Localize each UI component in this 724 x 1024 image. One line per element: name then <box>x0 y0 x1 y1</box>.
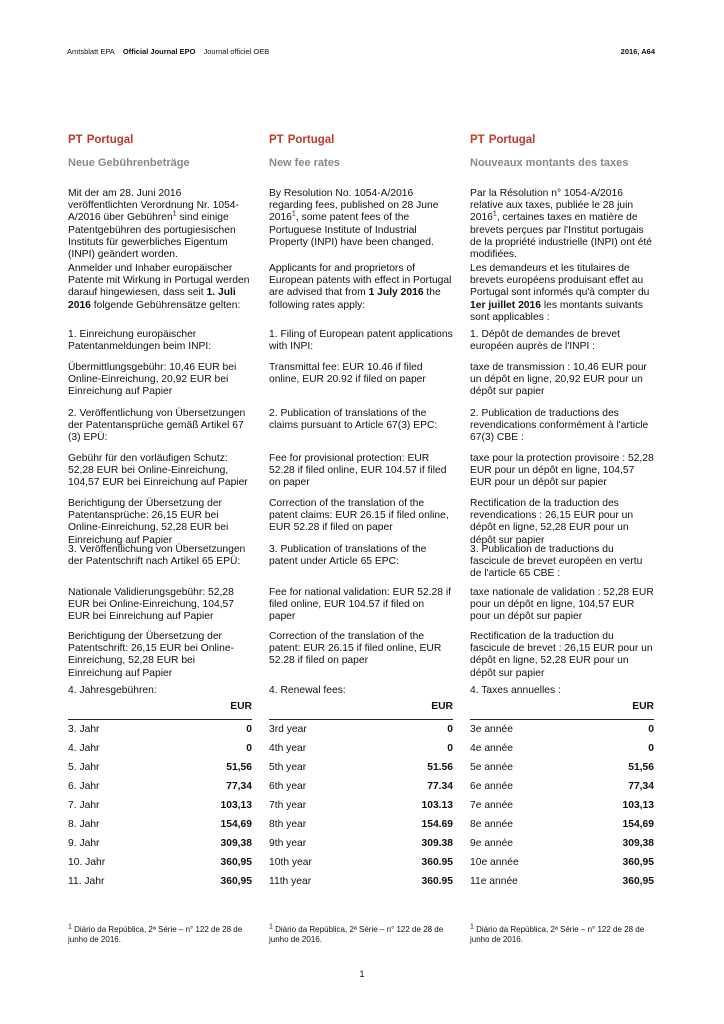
paragraph-p3: 1. Filing of European patent applications with INPI: <box>269 329 453 353</box>
country-name: Portugal <box>488 134 536 146</box>
footnote <box>269 925 453 945</box>
table-row <box>68 720 252 739</box>
header-en: Official Journal EPO <box>122 47 196 56</box>
year-label: 4th year <box>269 743 307 754</box>
table-row <box>68 739 252 758</box>
paragraph-p6: Gebühr für den vorläufigen Schutz: 52,28 EUR bei Online-Einreichung, 104,57 EUR bei Einreichung auf Papier <box>68 453 248 489</box>
table-row <box>68 853 252 872</box>
fee-value: 0 <box>648 743 654 754</box>
year-label: 9. Jahr <box>68 838 100 849</box>
paragraph-p8: 3. Publication of translations of the patent under Article 65 EPC: <box>269 544 427 568</box>
paragraph-p9: Fee for national validation: EUR 52.28 if filed online, EUR 104.57 if filed on paper <box>269 587 452 623</box>
fee-value: 103.13 <box>421 800 453 811</box>
fee-value: 360,95 <box>220 857 252 868</box>
country-code: PT <box>68 134 83 146</box>
table-row <box>269 834 453 853</box>
year-label: 11e année <box>470 876 518 887</box>
table-row <box>470 872 654 891</box>
intro-text-cont: sind einige Patentgebühren des portugiesischen Instituts für gewerbliches Eigentum (INPI) geändert worden. <box>68 212 236 261</box>
paragraph-p5: 2. Publication de traductions des revendications conformément à l'article 67(3) CBE : <box>470 408 649 444</box>
year-label: 6e année <box>470 781 513 792</box>
effective-date: 1er juillet 2016 <box>470 299 541 311</box>
year-label: 7. Jahr <box>68 800 100 811</box>
paragraph-p7: Correction of the translation of the patent claims: EUR 26.15 if filed online, EUR 52.28 if filed on paper <box>269 498 449 534</box>
column-german <box>68 134 252 944</box>
year-label: 10th year <box>269 857 312 868</box>
table-row <box>269 758 453 777</box>
year-label: 10e année <box>470 857 519 868</box>
renewal-fee-table <box>269 701 453 891</box>
notice-text: Les demandeurs et les titulaires de brevets européens produisant effet au Portugal sont informés qu'à compter du <box>470 263 650 299</box>
year-label: 7th year <box>269 800 307 811</box>
footnote-ref: 1 <box>492 210 497 218</box>
year-label: 10. Jahr <box>68 857 106 868</box>
effective-date: 1 July 2016 <box>368 287 424 299</box>
paragraph-notice <box>68 263 252 312</box>
country-heading <box>68 134 252 148</box>
year-label: 9th year <box>269 838 307 849</box>
effective-date: 1. Juli 2016 <box>68 287 236 311</box>
fee-value: 77,34 <box>628 781 654 792</box>
country-code: PT <box>470 134 485 146</box>
table-row <box>269 720 453 739</box>
year-label: 11. Jahr <box>68 876 105 887</box>
fee-value: 360.95 <box>421 876 453 887</box>
country-name: Portugal <box>86 134 134 146</box>
fee-value: 103,13 <box>622 800 654 811</box>
currency-header: EUR <box>470 701 654 720</box>
paragraph-intro <box>470 188 654 261</box>
year-label: 5. Jahr <box>68 762 100 773</box>
currency-header: EUR <box>269 701 453 720</box>
table-row <box>470 739 654 758</box>
table-row <box>269 796 453 815</box>
table-row <box>68 872 252 891</box>
header-de: Amtsblatt EPA <box>67 47 115 56</box>
currency-header: EUR <box>68 701 252 720</box>
fee-value: 0 <box>447 724 453 735</box>
paragraph-p7: Berichtigung der Übersetzung der Patentansprüche: 26,15 EUR bei Online-Einreichung, 52,28 EUR bei Einreichung auf Papier <box>68 498 229 546</box>
column-english <box>269 134 453 944</box>
paragraph-p5: 2. Publication of translations of the claims pursuant to Article 67(3) EPC: <box>269 408 438 432</box>
fee-value: 360,95 <box>220 876 252 887</box>
notice-text: Applicants for and proprietors of European patents with effect in Portugal are advised that from <box>269 263 452 299</box>
fee-value: 309,38 <box>220 838 252 849</box>
paragraph-p8: 3. Veröffentlichung von Übersetzungen der Patentschrift nach Artikel 65 EPÜ: <box>68 544 246 568</box>
footnote-text: Diário da República, 2ª Série – n° 122 de 28 de junho de 2016. <box>68 925 243 944</box>
paragraph-p4: Übermittlungsgebühr: 10,46 EUR bei Online-Einreichung, 20,92 EUR bei Einreichung auf Papier <box>68 362 237 398</box>
renewal-fee-table <box>470 701 654 891</box>
notice-text: Anmelder und Inhaber europäischer Patente mit Wirkung in Portugal werden darauf hingewiesen, dass seit <box>68 263 250 299</box>
page-number: 1 <box>359 969 365 979</box>
fee-value: 360,95 <box>622 857 654 868</box>
paragraph-notice <box>470 263 654 324</box>
paragraph-p11: 4. Taxes annuelles : <box>470 685 561 696</box>
section-subtitle: Neue Gebührenbeträge <box>68 157 190 169</box>
paragraph-p6: Fee for provisional protection: EUR 52.28 if filed online, EUR 104.57 if filed on paper <box>269 453 447 489</box>
paragraph-intro <box>68 188 252 261</box>
table-row <box>269 853 453 872</box>
year-label: 8. Jahr <box>68 819 100 830</box>
table-row <box>470 834 654 853</box>
year-label: 6. Jahr <box>68 781 100 792</box>
section-subtitle: New fee rates <box>269 157 340 169</box>
paragraph-p3: 1. Dépôt de demandes de brevet européen auprès de l'INPI : <box>470 329 620 353</box>
footnote-ref: 1 <box>291 210 296 218</box>
paragraph-p4: Transmittal fee: EUR 10.46 if filed online, EUR 20.92 if filed on paper <box>269 362 426 386</box>
table-row <box>68 777 252 796</box>
paragraph-p5: 2. Veröffentlichung von Übersetzungen der Patentansprüche gemäß Artikel 67 (3) EPÜ: <box>68 408 246 444</box>
year-label: 8e année <box>470 819 513 830</box>
fee-value: 309.38 <box>421 838 453 849</box>
fee-value: 154,69 <box>220 819 252 830</box>
fee-value: 0 <box>246 724 252 735</box>
notice-text-cont: folgende Gebührensätze gelten: <box>90 299 241 311</box>
intro-text: By Resolution No. 1054-A/2016 regarding fees, published on 28 June 2016 <box>269 188 439 224</box>
notice-text-cont: the following rates apply: <box>269 287 441 311</box>
table-row <box>470 720 654 739</box>
table-row <box>470 796 654 815</box>
year-label: 3e année <box>470 724 513 735</box>
paragraph-p10: Berichtigung der Übersetzung der Patentschrift: 26,15 EUR bei Online-Einreichung, 52,28 EUR bei Einreichung auf Papier <box>68 631 234 679</box>
paragraph-p9: Nationale Validierungsgebühr: 52,28 EUR bei Online-Einreichung, 104,57 EUR bei Einreichung auf Papier <box>68 587 234 623</box>
country-heading <box>269 134 453 148</box>
year-label: 9e année <box>470 838 513 849</box>
year-label: 4. Jahr <box>68 743 100 754</box>
year-label: 5th year <box>269 762 307 773</box>
year-label: 4e année <box>470 743 513 754</box>
year-label: 7e année <box>470 800 513 811</box>
paragraph-p9: taxe nationale de validation : 52,28 EUR pour un dépôt en ligne, 104,57 EUR pour un dépôt sur papier <box>470 587 654 623</box>
paragraph-p8: 3. Publication de traductions du fascicule de brevet européen en vertu de l'article 65 CBE : <box>470 544 643 580</box>
renewal-fee-table <box>68 701 252 891</box>
year-label: 5e année <box>470 762 513 773</box>
footnote-ref: 1 <box>172 210 177 218</box>
footnote-text: Diário da República, 2ª Série – n° 122 de 28 de junho de 2016. <box>269 925 444 944</box>
paragraph-p11: 4. Renewal fees: <box>269 685 346 696</box>
table-row <box>470 758 654 777</box>
table-row <box>68 758 252 777</box>
footnote <box>470 925 654 945</box>
fee-value: 77,34 <box>226 781 252 792</box>
table-row <box>269 872 453 891</box>
table-row <box>470 853 654 872</box>
table-row <box>470 815 654 834</box>
footnote-text: Diário da República, 2ª Série – n° 122 de 28 de junho de 2016. <box>470 925 645 944</box>
section-subtitle: Nouveaux montants des taxes <box>470 157 629 169</box>
running-header <box>67 47 275 56</box>
country-code: PT <box>269 134 284 146</box>
fee-value: 51,56 <box>628 762 654 773</box>
table-row <box>68 815 252 834</box>
fee-value: 103,13 <box>220 800 252 811</box>
paragraph-p4: taxe de transmission : 10,46 EUR pour un dépôt en ligne, 20,92 EUR pour un dépôt sur papier <box>470 362 647 398</box>
fee-value: 154.69 <box>421 819 453 830</box>
table-row <box>269 777 453 796</box>
paragraph-p6: taxe pour la protection provisoire : 52,28 EUR pour un dépôt en ligne, 104,57 EUR pour un dépôt sur papier <box>470 453 654 489</box>
paragraph-notice <box>269 263 453 312</box>
year-label: 8th year <box>269 819 307 830</box>
year-label: 11th year <box>269 876 312 887</box>
paragraph-p11: 4. Jahresgebühren: <box>68 685 157 696</box>
year-label: 6th year <box>269 781 307 792</box>
issue-reference: 2016, A64 <box>620 47 655 56</box>
paragraph-intro <box>269 188 453 249</box>
footnote-marker: 1 <box>269 923 273 931</box>
table-row <box>269 739 453 758</box>
column-french <box>470 134 654 944</box>
paragraph-p10: Correction of the translation of the patent: EUR 26.15 if filed online, EUR 52.28 if filed on paper <box>269 631 442 667</box>
fee-value: 309,38 <box>622 838 654 849</box>
intro-text: Par la Résolution n° 1054-A/2016 relative aux taxes, publiée le 28 juin 2016 <box>470 188 634 224</box>
footnote-marker: 1 <box>68 923 72 931</box>
footnote <box>68 925 252 945</box>
footnote-marker: 1 <box>470 923 474 931</box>
fee-value: 0 <box>447 743 453 754</box>
country-name: Portugal <box>287 134 335 146</box>
fee-value: 0 <box>648 724 654 735</box>
table-row <box>68 796 252 815</box>
intro-text: Mit der am 28. Juni 2016 veröffentlichten Verordnung Nr. 1054-A/2016 über Gebühren <box>68 188 239 224</box>
intro-text-cont: , certaines taxes en matière de brevets perçues par l'Institut portugais de la propriété industrielle (INPI) ont été modifiées. <box>470 212 653 261</box>
header-fr: Journal officiel OEB <box>203 47 270 56</box>
table-row <box>470 777 654 796</box>
fee-value: 0 <box>246 743 252 754</box>
fee-value: 360.95 <box>421 857 453 868</box>
fee-value: 77.34 <box>427 781 453 792</box>
paragraph-p3: 1. Einreichung europäischer Patentanmeldungen beim INPI: <box>68 329 212 353</box>
paragraph-p7: Rectification de la traduction des revendications : 26,15 EUR pour un dépôt en ligne, 52,28 EUR pour un dépôt sur papier <box>470 498 634 546</box>
notice-text-cont: les montants suivants sont applicables : <box>470 299 643 323</box>
table-row <box>269 815 453 834</box>
table-row <box>68 834 252 853</box>
fee-value: 360,95 <box>622 876 654 887</box>
paragraph-p10: Rectification de la traduction du fascicule de brevet : 26,15 EUR pour un dépôt en ligne, 52,28 EUR pour un dépôt sur papier <box>470 631 653 679</box>
fee-value: 154,69 <box>622 819 654 830</box>
year-label: 3rd year <box>269 724 307 735</box>
fee-value: 51.56 <box>427 762 453 773</box>
intro-text-cont: , some patent fees of the Portuguese Institute of Industrial Property (INPI) have been changed. <box>269 212 434 248</box>
year-label: 3. Jahr <box>68 724 100 735</box>
country-heading <box>470 134 654 148</box>
fee-value: 51,56 <box>226 762 252 773</box>
